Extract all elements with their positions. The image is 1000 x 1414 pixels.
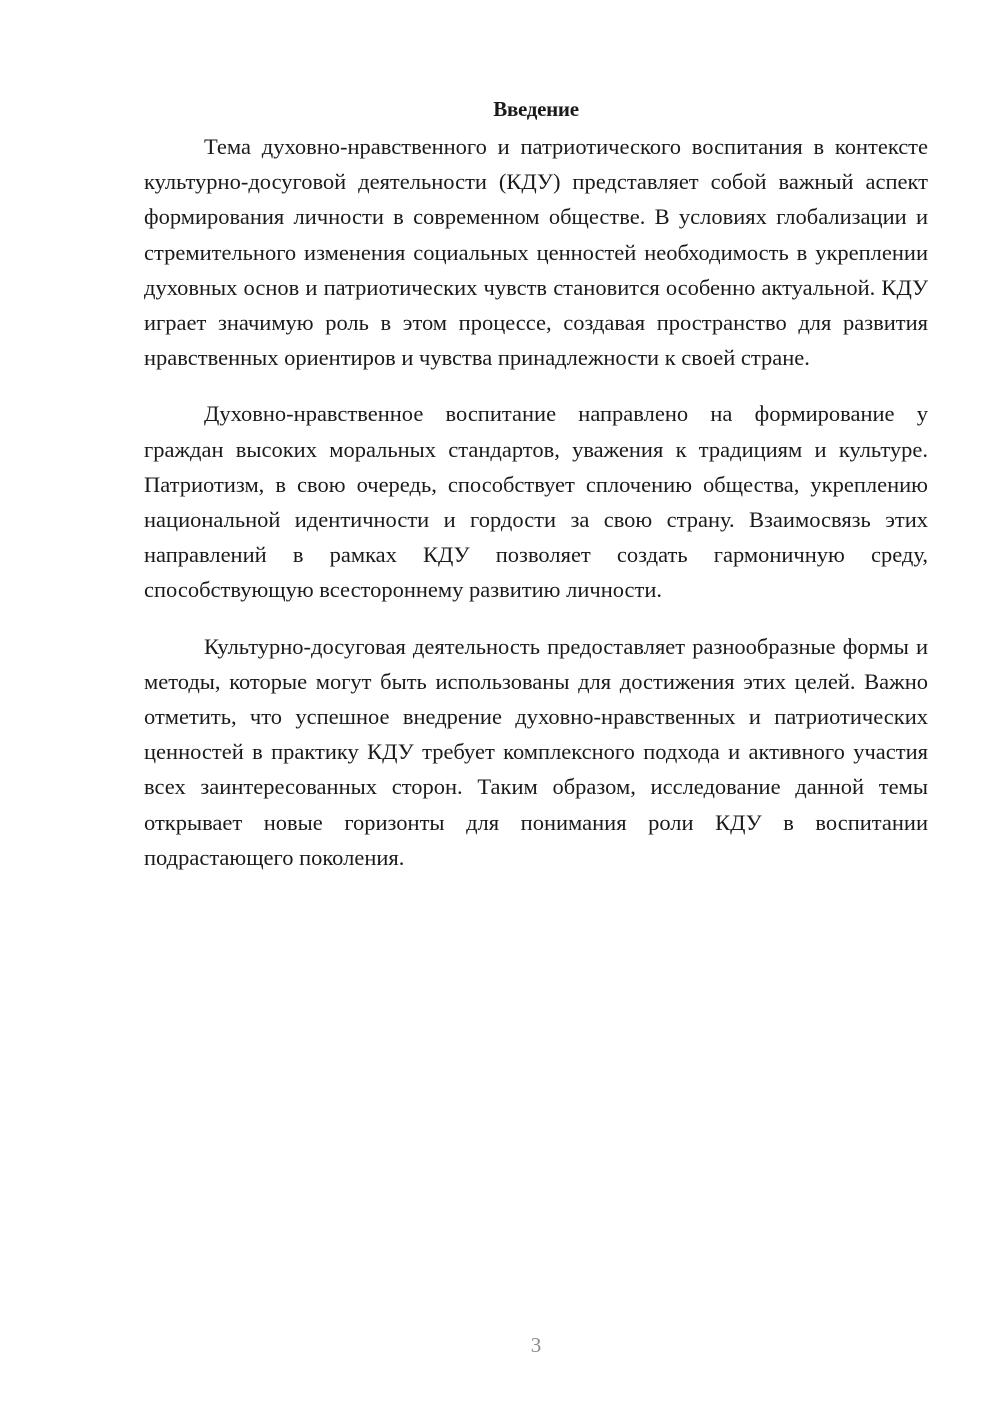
paragraph: Культурно-досуговая деятельность предоставляет разнообразные формы и методы, которые могут быть использованы для достижения этих целей. Важно отметить, что успешное внедрение духовно-нравственных и патриотических ценностей в практику КДУ требует комплексного подхода и активного участия всех заинтересованных сторон. Таким образом, исследование данной темы открывает новые горизонты для понимания роли КДУ в воспитании подрастающего поколения.: [144, 633, 928, 870]
page-content: [144, 92, 928, 896]
paragraph: Духовно-нравственное воспитание направлено на формирование у граждан высоких моральных стандартов, уважения к традициям и культуре. Патриотизм, в свою очередь, способствует сплочению общества, укреплению национальной идентичности и гордости за свою страну. Взаимосвязь этих направлений в рамках КДУ позволяет создать гармоничную среду, способствующую всестороннему развитию личности.: [144, 401, 928, 603]
section-heading: Введение: [493, 97, 579, 121]
paragraph: Тема духовно-нравственного и патриотического воспитания в контексте культурно-досуговой деятельности (КДУ) представляет собой важный аспект формирования личности в современном обществе. В условиях глобализации и стремительного изменения социальных ценностей необходимость в укреплении духовных основ и патриотических чувств становится особенно актуальной. КДУ играет значимую роль в этом процессе, создавая пространство для развития нравственных ориентиров и чувства принадлежности к своей стране.: [144, 134, 928, 371]
page-number: 3: [530, 1333, 542, 1357]
